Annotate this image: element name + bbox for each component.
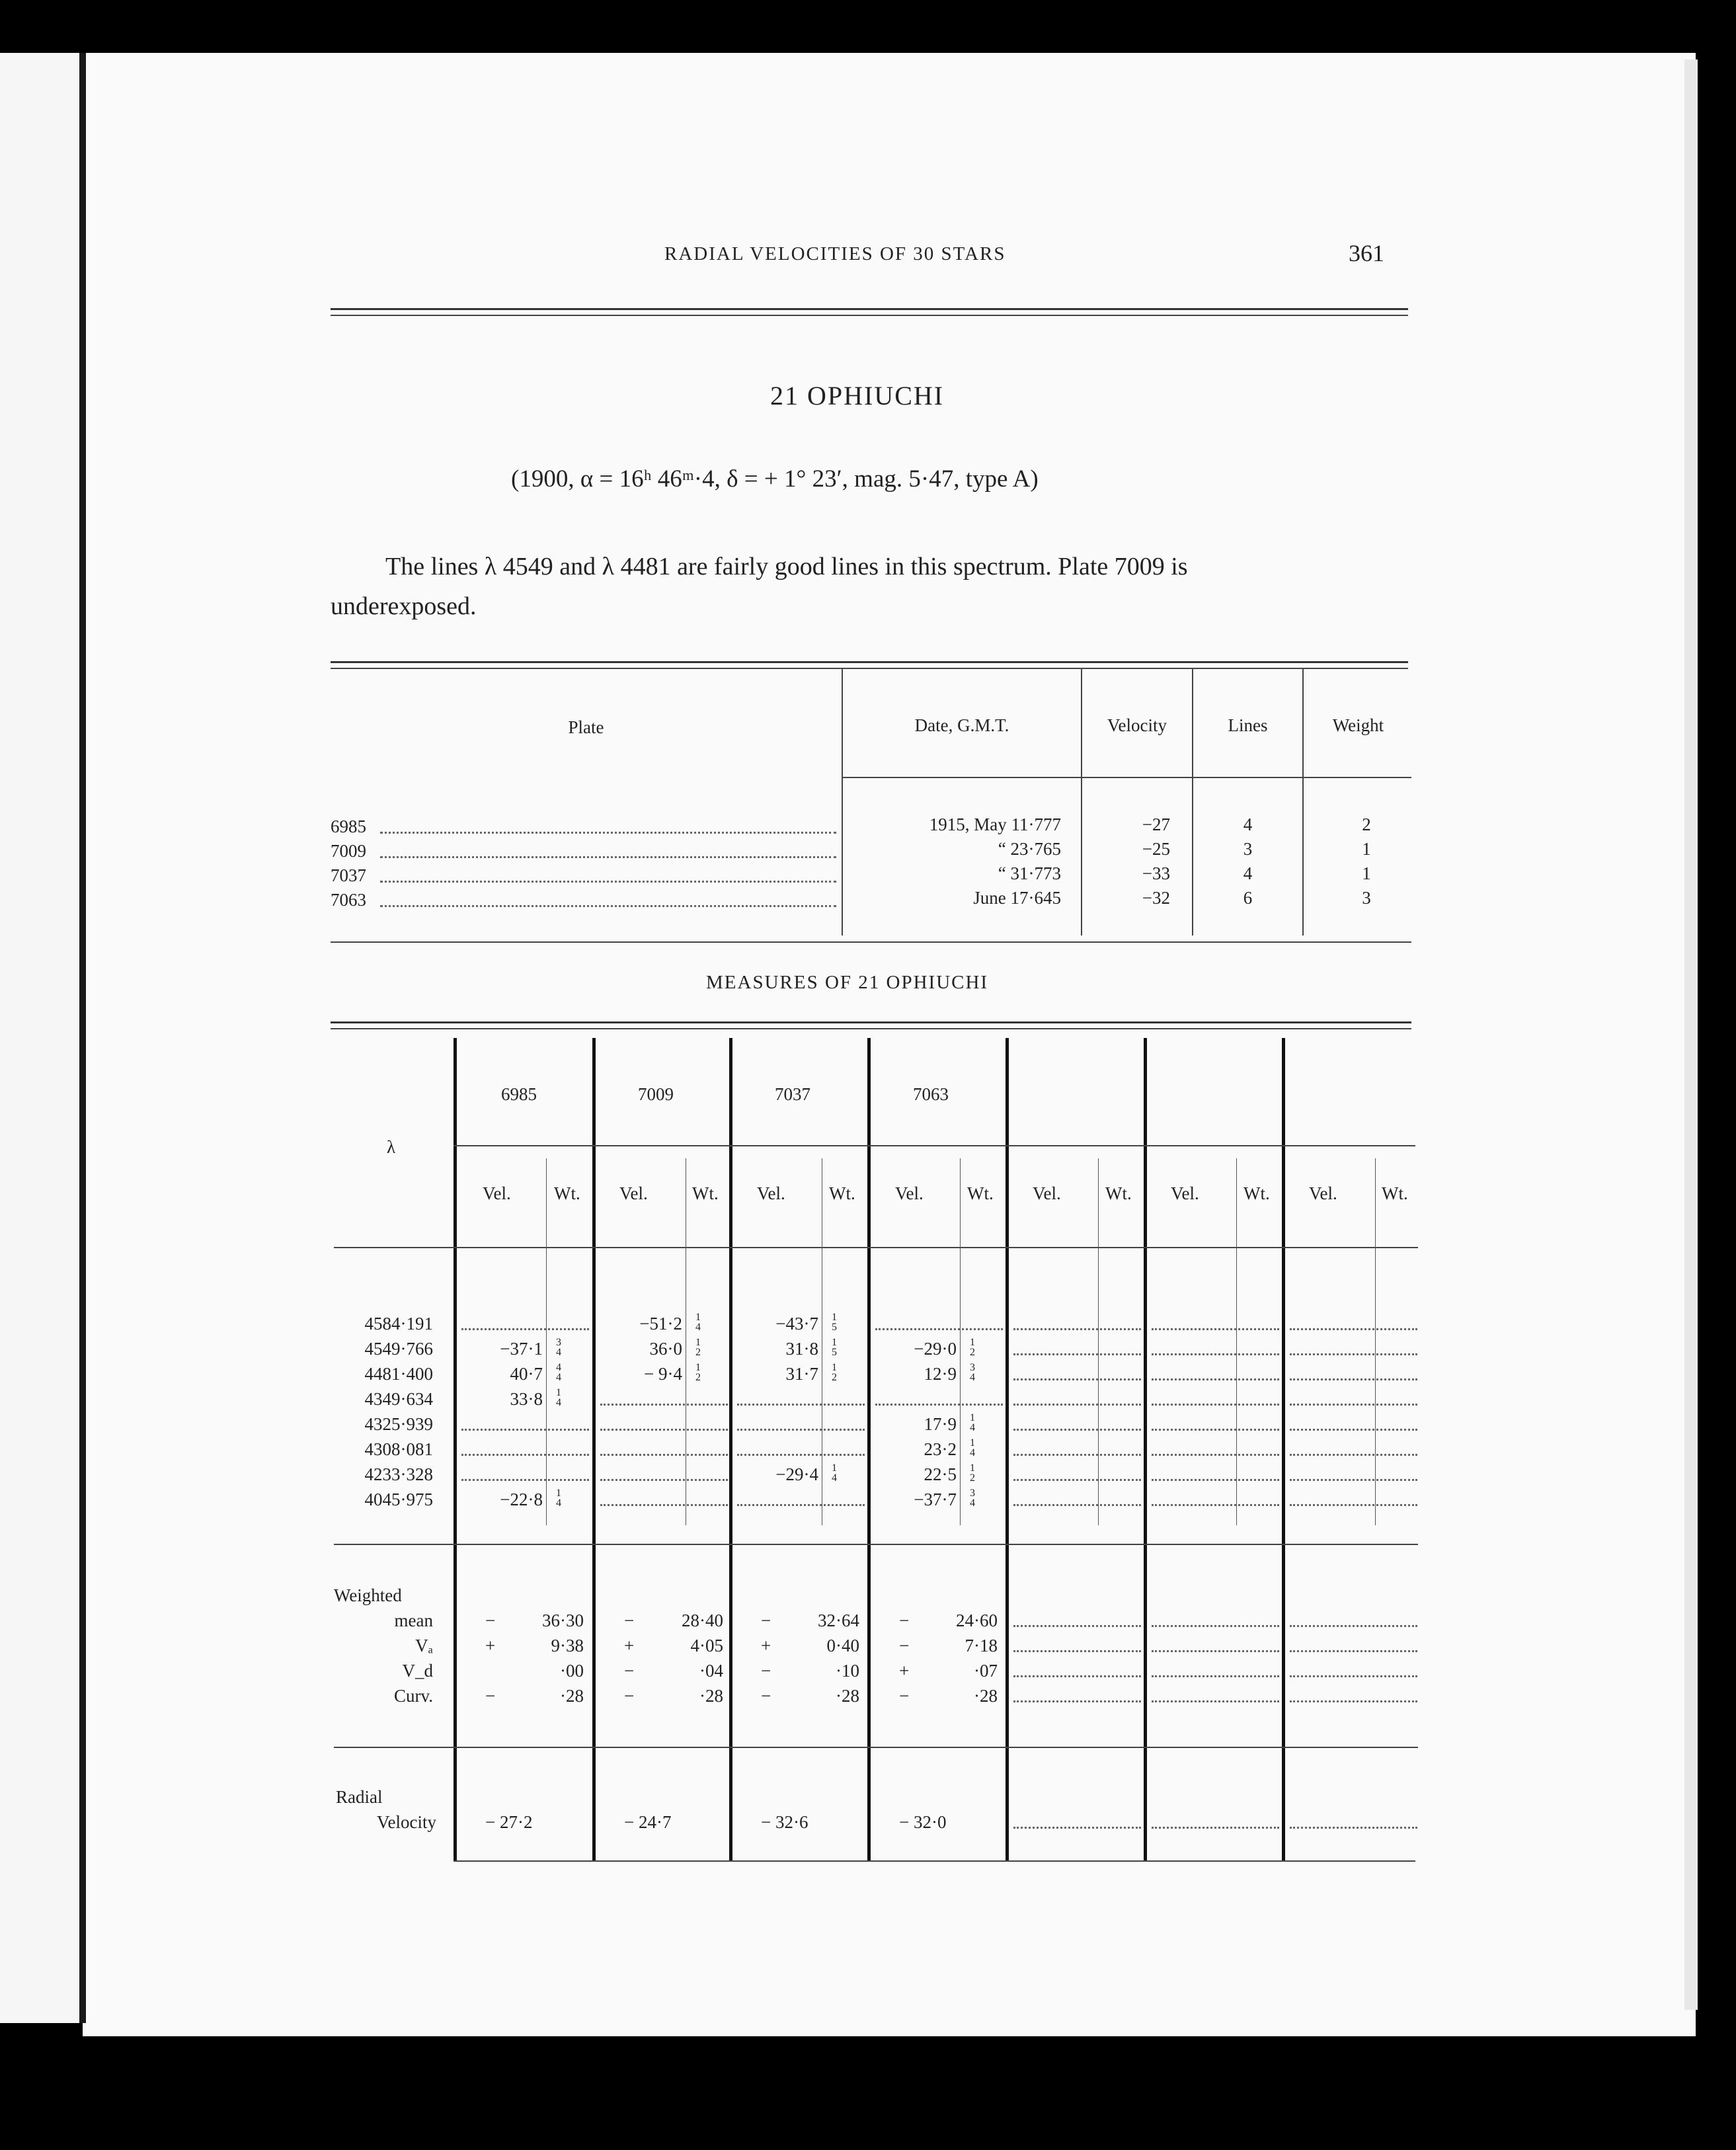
vel-header: Vel. xyxy=(1033,1183,1061,1203)
lambda-value: 4349·634 xyxy=(364,1389,433,1409)
velocity-value: 22·5 xyxy=(924,1464,957,1484)
empty-cell-dots xyxy=(737,1429,865,1431)
empty-cell-dots xyxy=(1290,1625,1417,1627)
weight-value xyxy=(970,1488,975,1509)
summary-sign: − xyxy=(761,1686,771,1706)
empty-cell-dots xyxy=(461,1328,589,1330)
wt-header: Wt. xyxy=(829,1183,855,1203)
plate-header-rule xyxy=(454,1145,1415,1146)
empty-cell-dots xyxy=(1152,1378,1279,1380)
header-rule xyxy=(331,308,1408,310)
plate-date: “ 23·765 xyxy=(998,839,1061,859)
vel-wt-divider xyxy=(546,1158,547,1525)
weight-fraction: 1 4 xyxy=(832,1462,837,1484)
empty-cell-dots xyxy=(1013,1650,1141,1652)
empty-cell-dots xyxy=(1152,1625,1279,1627)
summary-value: ·00 xyxy=(560,1661,584,1681)
weight-fraction: 1 2 xyxy=(970,1462,975,1484)
lambda-value: 4481·400 xyxy=(364,1364,433,1384)
summary-sign: − xyxy=(899,1686,910,1706)
empty-cell-dots xyxy=(1290,1328,1417,1330)
weight-fraction: 1 2 xyxy=(832,1362,837,1383)
plate-velocity: −25 xyxy=(1142,839,1170,859)
empty-cell-dots xyxy=(1013,1353,1141,1355)
summary-value: ·28 xyxy=(836,1686,859,1706)
empty-cell-dots xyxy=(1290,1378,1417,1380)
page-number: 361 xyxy=(1349,240,1384,266)
description-line-1: The lines λ 4549 and λ 4481 are fairly good lines in this spectrum. Plate 7009 is xyxy=(385,553,1188,580)
plates-table-bottom-rule xyxy=(331,941,1411,943)
weight-value xyxy=(970,1463,975,1484)
summary-sign: − xyxy=(485,1611,496,1630)
summary-sign: + xyxy=(485,1636,496,1655)
plate-velocity: −33 xyxy=(1142,863,1170,883)
empty-cell-dots xyxy=(600,1404,728,1406)
empty-cell-dots xyxy=(1290,1700,1417,1702)
velocity-value: −29·4 xyxy=(775,1464,818,1484)
velocity-value: − 9·4 xyxy=(644,1364,682,1384)
empty-cell-dots xyxy=(1013,1454,1141,1456)
velocity-value: 36·0 xyxy=(649,1339,682,1359)
empty-cell-dots xyxy=(1290,1404,1417,1406)
velocity-value: 40·7 xyxy=(510,1364,543,1384)
velocity-value: −29·0 xyxy=(914,1339,957,1359)
weight-value xyxy=(556,1388,561,1409)
plate-id: 7063 xyxy=(331,890,366,910)
empty-cell-dots xyxy=(1290,1827,1417,1829)
weight-value xyxy=(695,1337,701,1359)
empty-cell-dots xyxy=(1013,1675,1141,1677)
weight-value xyxy=(695,1312,701,1334)
summary-value: 32·64 xyxy=(818,1611,859,1630)
velocity-value: 31·7 xyxy=(785,1364,818,1384)
summary-sign: + xyxy=(624,1636,635,1655)
lambda-value: 4584·191 xyxy=(364,1314,433,1334)
summary-value: ·28 xyxy=(560,1686,584,1706)
velocity-value: −43·7 xyxy=(775,1314,818,1334)
vel-header: Vel. xyxy=(1309,1183,1337,1203)
empty-cell-dots xyxy=(1013,1429,1141,1431)
plate-weight: 2 xyxy=(1362,815,1371,834)
weight-fraction: 1 2 xyxy=(970,1337,975,1358)
empty-cell-dots xyxy=(737,1404,865,1406)
vel-header: Vel. xyxy=(1171,1183,1199,1203)
weight-value xyxy=(695,1363,701,1384)
weight-value xyxy=(970,1337,975,1359)
measures-col-divider xyxy=(1144,1038,1147,1861)
measures-bottom-rule xyxy=(454,1860,1415,1862)
plate-id: 6985 xyxy=(331,816,366,836)
wt-header: Wt. xyxy=(554,1183,580,1203)
vel-wt-divider xyxy=(1098,1158,1099,1525)
facing-page-edge xyxy=(0,53,83,2023)
running-header-title: RADIAL VELOCITIES OF 30 STARS xyxy=(664,243,1006,264)
empty-cell-dots xyxy=(1290,1454,1417,1456)
empty-cell-dots xyxy=(600,1429,728,1431)
description-line-2: underexposed. xyxy=(331,592,477,620)
empty-cell-dots xyxy=(600,1454,728,1456)
measures-col-divider xyxy=(1282,1038,1285,1861)
summary-sign: − xyxy=(899,1636,910,1655)
empty-cell-dots xyxy=(1152,1353,1279,1355)
empty-cell-dots xyxy=(1152,1650,1279,1652)
weight-value xyxy=(556,1337,561,1359)
summary-sign: − xyxy=(624,1686,635,1706)
plate-date: 1915, May 11·777 xyxy=(929,815,1061,834)
velocity-value: 31·8 xyxy=(785,1339,818,1359)
radial-velocity-value: − 32·6 xyxy=(761,1812,809,1832)
velocity-label: Velocity xyxy=(377,1812,436,1832)
vel-header: Vel. xyxy=(483,1183,511,1203)
empty-cell-dots xyxy=(1152,1404,1279,1406)
radial-label: Radial xyxy=(336,1787,383,1807)
plate-lines: 3 xyxy=(1243,839,1253,859)
plate-weight: 1 xyxy=(1362,839,1371,859)
leader-dots xyxy=(380,881,836,883)
measures-col-divider xyxy=(454,1038,457,1861)
summary-value: 0·40 xyxy=(826,1636,859,1655)
weight-value xyxy=(970,1363,975,1384)
empty-cell-dots xyxy=(1013,1625,1141,1627)
summary-value: ·07 xyxy=(974,1661,998,1681)
plate-weight: 3 xyxy=(1362,888,1371,908)
measures-plate-header: 7009 xyxy=(638,1084,674,1104)
empty-cell-dots xyxy=(461,1454,589,1456)
weight-fraction: 1 2 xyxy=(695,1362,701,1383)
plate-date: June 17·645 xyxy=(973,888,1061,908)
plate-id: 7009 xyxy=(331,841,366,861)
measures-plate-header: 7037 xyxy=(775,1084,810,1104)
weight-value xyxy=(832,1363,837,1384)
radial-velocity-value: − 24·7 xyxy=(624,1812,672,1832)
empty-cell-dots xyxy=(1013,1404,1141,1406)
velocity-value: 23·2 xyxy=(924,1439,957,1459)
summary-sign: − xyxy=(761,1611,771,1630)
leader-dots xyxy=(380,832,836,834)
measures-col-divider xyxy=(1006,1038,1009,1861)
summary-sign: − xyxy=(761,1661,771,1681)
va-label: Vₐ xyxy=(415,1636,433,1655)
weight-fraction: 4 4 xyxy=(556,1362,561,1383)
summary-value: 4·05 xyxy=(690,1636,723,1655)
book-page xyxy=(83,53,1696,2036)
empty-cell-dots xyxy=(600,1479,728,1481)
empty-cell-dots xyxy=(1152,1504,1279,1506)
velocity-value: −37·7 xyxy=(914,1490,957,1509)
measures-summary-bottom-rule xyxy=(334,1747,1418,1748)
plate-lines: 4 xyxy=(1243,863,1253,883)
weight-value xyxy=(970,1413,975,1434)
weight-fraction: 3 4 xyxy=(970,1488,975,1509)
weight-value xyxy=(832,1312,837,1334)
empty-cell-dots xyxy=(1152,1479,1279,1481)
velocity-value: 17·9 xyxy=(924,1414,957,1434)
empty-cell-dots xyxy=(1290,1429,1417,1431)
empty-cell-dots xyxy=(737,1454,865,1456)
vel-wt-divider xyxy=(960,1158,961,1525)
weight-fraction: 1 4 xyxy=(970,1437,975,1458)
plates-table-top-rule-2 xyxy=(331,668,1408,669)
velocity-value: −51·2 xyxy=(639,1314,682,1334)
lambda-value: 4045·975 xyxy=(364,1490,433,1509)
plates-header-weight: Weight xyxy=(1332,715,1384,735)
empty-cell-dots xyxy=(1290,1675,1417,1677)
velocity-value: −22·8 xyxy=(500,1490,543,1509)
plate-velocity: −32 xyxy=(1142,888,1170,908)
wt-header: Wt. xyxy=(1243,1183,1270,1203)
empty-cell-dots xyxy=(875,1328,1003,1330)
weight-fraction: 1 5 xyxy=(832,1337,837,1358)
empty-cell-dots xyxy=(1152,1454,1279,1456)
empty-cell-dots xyxy=(1152,1827,1279,1829)
weight-fraction: 3 4 xyxy=(970,1362,975,1383)
vel-header: Vel. xyxy=(619,1183,648,1203)
plate-date: “ 31·773 xyxy=(998,863,1061,883)
empty-cell-dots xyxy=(1290,1353,1417,1355)
weight-fraction: 1 4 xyxy=(695,1312,701,1333)
empty-cell-dots xyxy=(461,1429,589,1431)
empty-cell-dots xyxy=(1013,1479,1141,1481)
summary-value: ·10 xyxy=(836,1661,859,1681)
leader-dots xyxy=(380,856,836,858)
star-coordinates: (1900, α = 16ʰ 46ᵐ·4, δ = + 1° 23′, mag. 5·47, type A) xyxy=(511,465,1039,493)
star-name: 21 OPHIUCHI xyxy=(770,381,945,411)
lambda-value: 4325·939 xyxy=(364,1414,433,1434)
radial-velocity-value: − 27·2 xyxy=(485,1812,533,1832)
curv-label: Curv. xyxy=(394,1686,433,1706)
empty-cell-dots xyxy=(1013,1827,1141,1829)
empty-cell-dots xyxy=(1152,1429,1279,1431)
measures-col-divider xyxy=(729,1038,732,1861)
lambda-value: 4549·766 xyxy=(364,1339,433,1359)
weight-fraction: 3 4 xyxy=(556,1337,561,1358)
plate-lines: 4 xyxy=(1243,815,1253,834)
mean-label: mean xyxy=(394,1611,433,1630)
plate-velocity: −27 xyxy=(1142,815,1170,834)
summary-value: 28·40 xyxy=(682,1611,723,1630)
velocity-value: −37·1 xyxy=(500,1339,543,1359)
weight-fraction: 1 4 xyxy=(970,1412,975,1433)
vel-wt-divider xyxy=(1236,1158,1237,1525)
wt-header: Wt. xyxy=(1382,1183,1408,1203)
velocity-value: 33·8 xyxy=(510,1389,543,1409)
lambda-value: 4233·328 xyxy=(364,1464,433,1484)
empty-cell-dots xyxy=(1013,1504,1141,1506)
empty-cell-dots xyxy=(461,1479,589,1481)
summary-value: ·04 xyxy=(699,1661,723,1681)
empty-cell-dots xyxy=(1013,1328,1141,1330)
empty-cell-dots xyxy=(1013,1700,1141,1702)
leader-dots xyxy=(380,905,836,907)
empty-cell-dots xyxy=(1290,1650,1417,1652)
summary-sign: − xyxy=(899,1611,910,1630)
header-rule-2 xyxy=(331,315,1408,316)
summary-sign: + xyxy=(761,1636,771,1655)
measures-col-divider xyxy=(592,1038,596,1861)
weight-value xyxy=(556,1363,561,1384)
radial-velocity-value: − 32·0 xyxy=(899,1812,947,1832)
summary-value: 9·38 xyxy=(551,1636,584,1655)
summary-sign: − xyxy=(624,1611,635,1630)
empty-cell-dots xyxy=(1152,1700,1279,1702)
summary-value: ·28 xyxy=(699,1686,723,1706)
weight-value xyxy=(832,1463,837,1484)
empty-cell-dots xyxy=(1013,1378,1141,1380)
weight-fraction: 1 5 xyxy=(832,1312,837,1333)
measures-plate-header: 6985 xyxy=(501,1084,537,1104)
empty-cell-dots xyxy=(1290,1504,1417,1506)
vel-header: Vel. xyxy=(895,1183,924,1203)
wt-header: Wt. xyxy=(1105,1183,1132,1203)
lambda-value: 4308·081 xyxy=(364,1439,433,1459)
weight-fraction: 1 4 xyxy=(556,1387,561,1408)
weighted-label: Weighted xyxy=(334,1585,402,1605)
summary-sign: − xyxy=(624,1661,635,1681)
empty-cell-dots xyxy=(1152,1328,1279,1330)
plates-header-rule xyxy=(842,777,1411,778)
summary-value: 7·18 xyxy=(965,1636,998,1655)
weight-value xyxy=(832,1337,837,1359)
empty-cell-dots xyxy=(1152,1675,1279,1677)
vd-label: V_d xyxy=(402,1661,433,1681)
measures-lines-bottom-rule xyxy=(334,1544,1418,1545)
vel-wt-divider xyxy=(1375,1158,1376,1525)
weight-value xyxy=(970,1438,975,1459)
empty-cell-dots xyxy=(600,1504,728,1506)
plates-header-velocity: Velocity xyxy=(1107,715,1167,735)
plates-header-plate: Plate xyxy=(568,717,604,737)
plates-header-lines: Lines xyxy=(1228,715,1268,735)
empty-cell-dots xyxy=(1290,1479,1417,1481)
measures-top-rule-2 xyxy=(331,1028,1411,1029)
weight-fraction: 1 4 xyxy=(556,1488,561,1509)
velocity-value: 12·9 xyxy=(924,1364,957,1384)
wt-header: Wt. xyxy=(692,1183,719,1203)
measures-header-bottom-rule xyxy=(334,1247,1418,1248)
plate-lines: 6 xyxy=(1243,888,1253,908)
book-spine xyxy=(79,53,86,2023)
empty-cell-dots xyxy=(737,1504,865,1506)
summary-value: 36·30 xyxy=(542,1611,584,1630)
weight-fraction: 1 2 xyxy=(695,1337,701,1358)
measures-top-rule xyxy=(331,1021,1411,1023)
summary-sign: − xyxy=(485,1686,496,1706)
page-edge xyxy=(1684,60,1698,2010)
lambda-header: λ xyxy=(387,1137,396,1157)
summary-value: 24·60 xyxy=(956,1611,998,1630)
plate-id: 7037 xyxy=(331,865,366,885)
measures-plate-header: 7063 xyxy=(913,1084,949,1104)
plates-header-date: Date, G.M.T. xyxy=(914,715,1009,735)
vel-header: Vel. xyxy=(757,1183,785,1203)
plate-weight: 1 xyxy=(1362,863,1371,883)
wt-header: Wt. xyxy=(967,1183,994,1203)
summary-sign: + xyxy=(899,1661,910,1681)
plates-table-top-rule xyxy=(331,661,1408,663)
empty-cell-dots xyxy=(875,1404,1003,1406)
weight-value xyxy=(556,1488,561,1509)
measures-title: MEASURES OF 21 OPHIUCHI xyxy=(706,972,989,993)
summary-value: ·28 xyxy=(974,1686,998,1706)
